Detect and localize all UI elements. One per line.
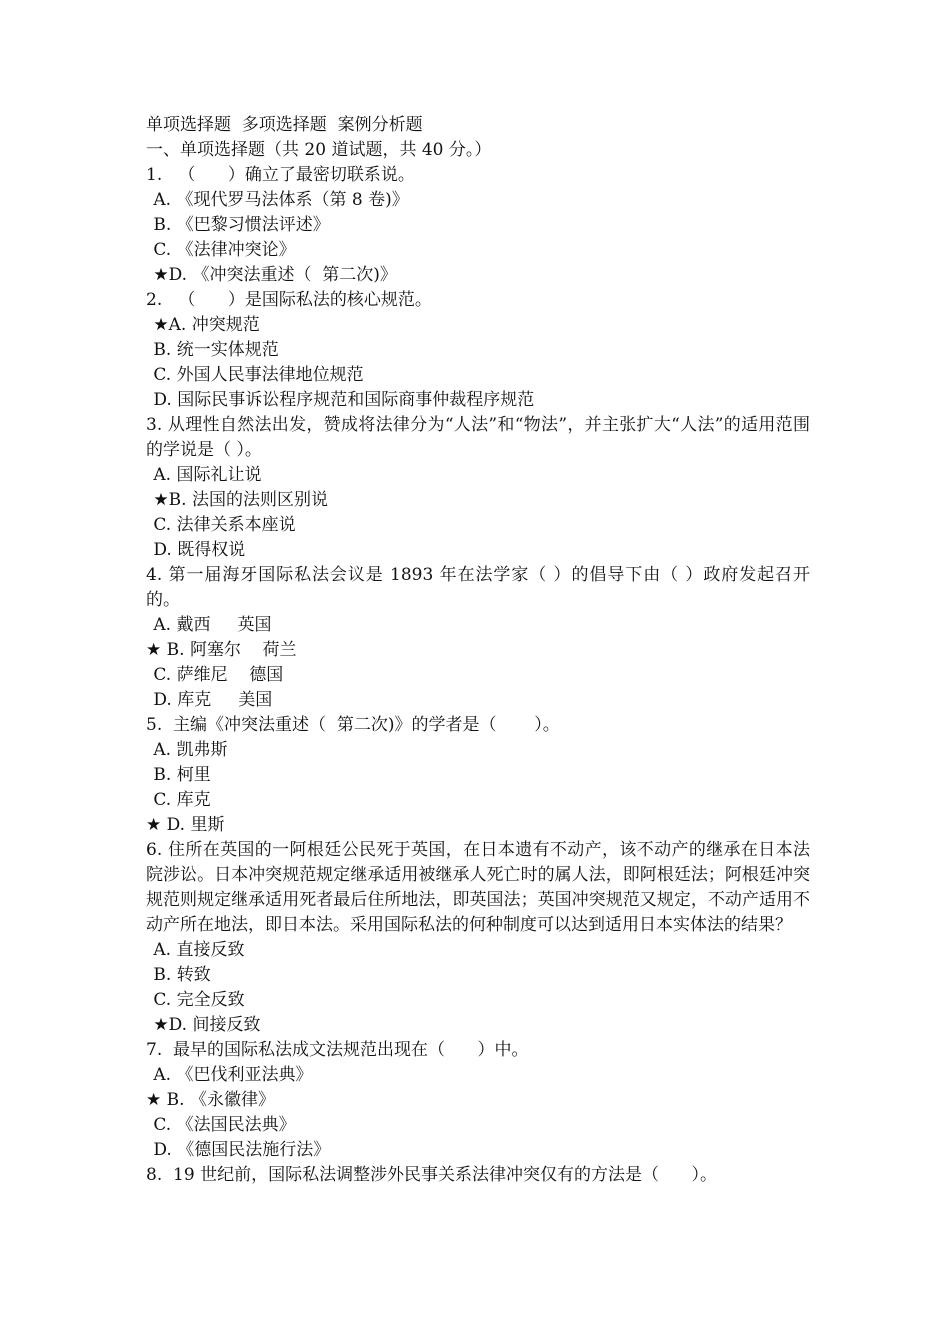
answer-option: C. 外国人民事法律地位规范 [148, 365, 364, 385]
answer-option: A. 《巴伐利亚法典》 [148, 1065, 313, 1085]
answer-option: C. 法律关系本座说 [148, 515, 296, 535]
answer-option: A. 国际礼让说 [148, 465, 262, 485]
answer-option: B. 柯里 [148, 765, 211, 785]
question-block [146, 1038, 810, 1163]
question-stem: 2. （ ）是国际私法的核心规范。 [146, 290, 432, 310]
answer-option: B. 转致 [148, 965, 211, 985]
question-stem: 4. 第一届海牙国际私法会议是 1893 年在法学家（ ）的倡导下由（ ）政府发起召开的。 [146, 565, 810, 610]
answer-option: D. 《德国民法施行法》 [148, 1140, 331, 1160]
answer-option: C. 《法国民法典》 [148, 1115, 296, 1135]
question-stem: 5. 主编《冲突法重述（ 第二次)》的学者是（ ）。 [146, 715, 560, 735]
answer-option: D. 既得权说 [148, 540, 246, 560]
question-block [146, 563, 810, 713]
document-page [146, 113, 810, 1188]
question-block [146, 413, 810, 563]
answer-option: C. 萨维尼 德国 [148, 665, 284, 685]
question-stem: 1. （ ）确立了最密切联系说。 [146, 165, 415, 185]
answer-option: C. 《法律冲突论》 [148, 240, 296, 260]
section-heading: 一、单项选择题（共 20 道试题，共 40 分。） [146, 140, 492, 160]
answer-option: A. 戴西 英国 [148, 615, 272, 635]
question-stem: 7. 最早的国际私法成文法规范出现在（ ）中。 [146, 1040, 529, 1060]
answer-option: A. 凯弗斯 [148, 740, 228, 760]
answer-option: B. 《巴黎习惯法评述》 [148, 215, 330, 235]
question-block [146, 288, 810, 413]
answer-option: A. 《现代罗马法体系（第 8 卷)》 [148, 190, 409, 210]
question-block [146, 713, 810, 838]
question-stem: 3. 从理性自然法出发，赞成将法律分为“人法”和“物法”，并主张扩大“人法”的适用范围的学说是（ ）。 [146, 415, 810, 460]
answer-option-correct: ★ B. 阿塞尔 荷兰 [146, 640, 297, 660]
answer-option: C. 库克 [148, 790, 211, 810]
answer-option: D. 库克 美国 [148, 690, 273, 710]
question-block [146, 163, 810, 288]
answer-option-correct: ★ D. 里斯 [146, 815, 225, 835]
question-block [146, 838, 810, 1038]
answer-option: B. 统一实体规范 [148, 340, 279, 360]
answer-option: A. 直接反致 [148, 940, 245, 960]
answer-option-correct: ★ B. 《永徽律》 [146, 1090, 275, 1110]
question-stem: 6. 住所在英国的一阿根廷公民死于英国，在日本遗有不动产，该不动产的继承在日本法院涉讼。日本冲突规范规定继承适用被继承人死亡时的属人法，即阿根廷法；阿根廷冲突规范则规定继承适用死者最后住所地法，即英国法；英国冲突规范又规定，不动产适用不动产所在地法，即日本法。采用国际私法的何种制度可以达到适用日本实体法的结果？ [146, 840, 810, 935]
answer-option-correct: ★D. 间接反致 [148, 1015, 261, 1035]
answer-option-correct: ★B. 法国的法则区别说 [148, 490, 328, 510]
question-type-tabs: 单项选择题 多项选择题 案例分析题 [146, 115, 423, 135]
answer-option-correct: ★D. 《冲突法重述（ 第二次)》 [148, 265, 397, 285]
question-block [146, 1163, 810, 1188]
answer-option-correct: ★A. 冲突规范 [148, 315, 260, 335]
answer-option: D. 国际民事诉讼程序规范和国际商事仲裁程序规范 [148, 390, 535, 410]
question-stem: 8. 19 世纪前，国际私法调整涉外民事关系法律冲突仅有的方法是（ ）。 [146, 1165, 717, 1185]
answer-option: C. 完全反致 [148, 990, 245, 1010]
